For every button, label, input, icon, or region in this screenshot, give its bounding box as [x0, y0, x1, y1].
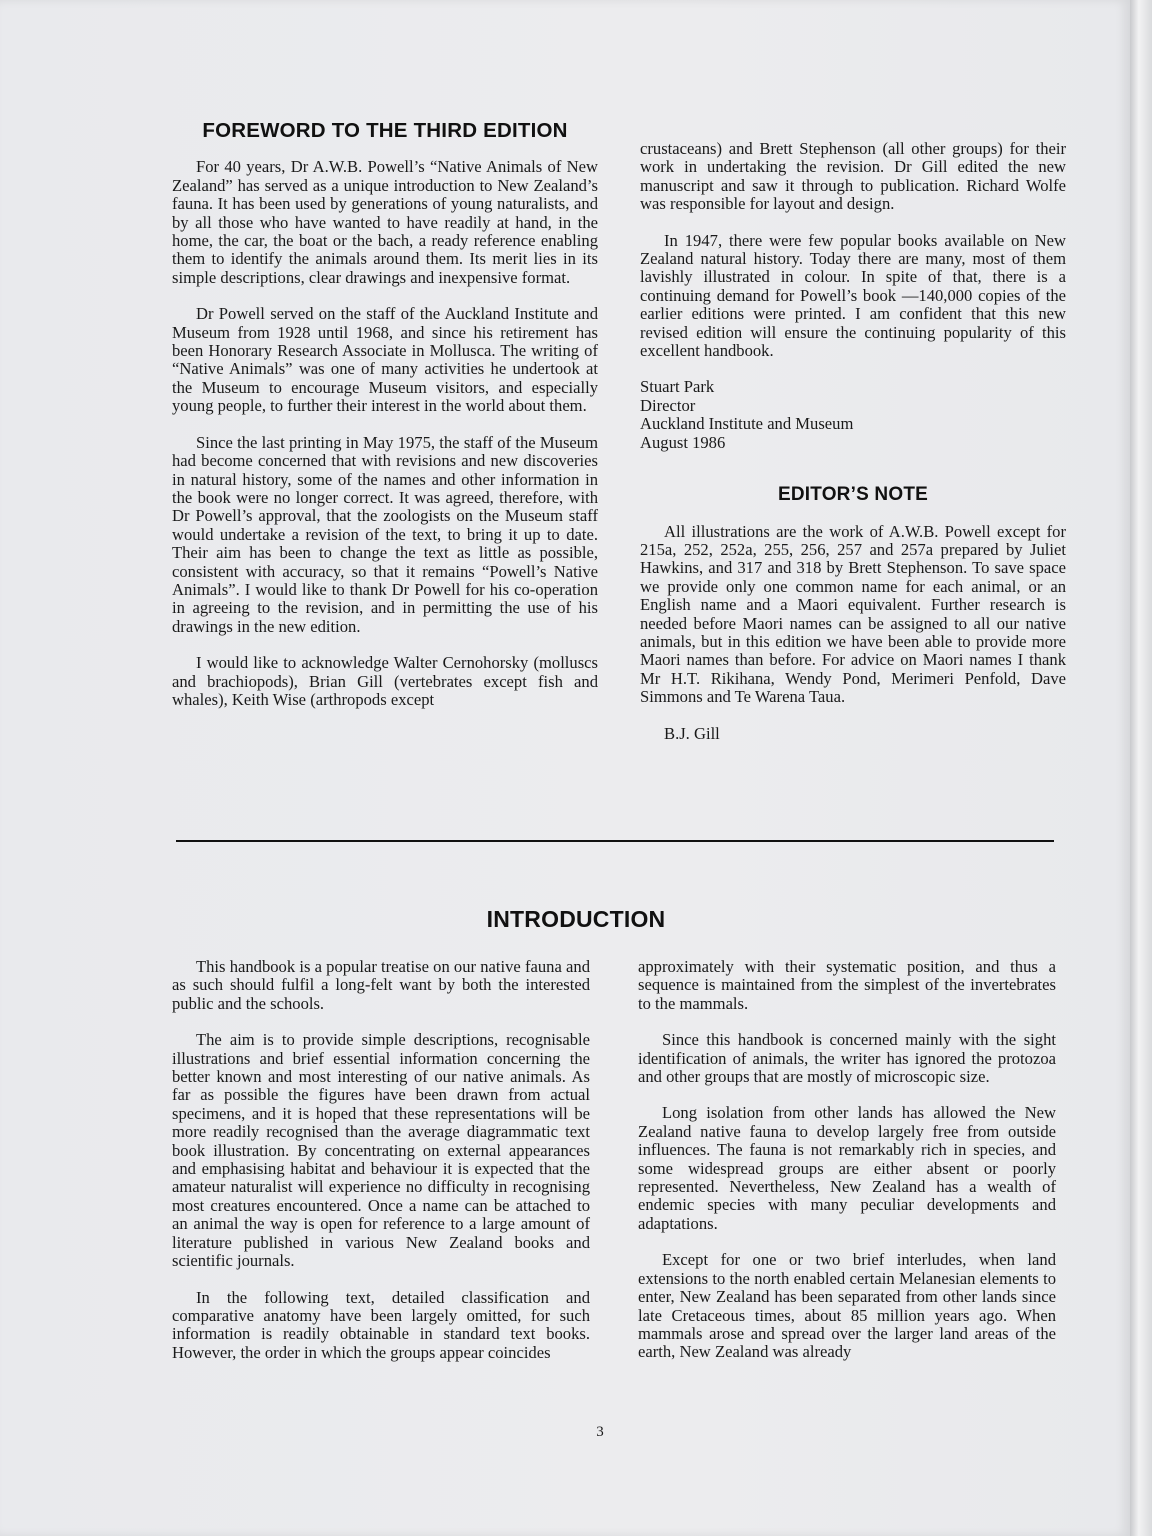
signature-org: Auckland Institute and Museum	[640, 414, 854, 434]
introduction-paragraph: Since this handbook is concerned mainly with the sight identification of animals, the writer has ignored the protozoa and other groups that are mostly of microscopic size.	[638, 1030, 1056, 1087]
foreword-paragraph: I would like to acknowledge Walter Cernohorsky (molluscs and brachiopods), Brian Gill (vertebrates except fish and whales), Keith Wise (arthropods except	[172, 653, 598, 709]
foreword-title: FOREWORD TO THE THIRD EDITION	[202, 119, 568, 142]
editors-note-signature: B.J. Gill	[664, 723, 720, 743]
page-number: 3	[596, 1424, 604, 1440]
signature-date: August 1986	[640, 432, 726, 452]
introduction-paragraph: Except for one or two brief interludes, when land extensions to the north enabled certain Melanesian elements to enter, New Zealand has been separated from other lands since late Cretaceous times, about 85 million years ago. When mammals arose and spread over the larger land areas of the earth, New Zealand was already	[638, 1250, 1056, 1362]
foreword-paragraph: In 1947, there were few popular books available on New Zealand natural history. Today there are many, most of them lavishly illustrated in colour. In spite of that, there is a continuing demand for Powell’s book —140,000 copies of the earlier editions were printed. I am confident that this new revised edition will ensure the continuing popularity of this excellent handbook.	[640, 230, 1066, 361]
foreword-column-left	[172, 119, 598, 727]
section-divider	[176, 840, 1054, 842]
introduction-column-right	[638, 958, 1056, 1380]
editors-note-title: EDITOR’S NOTE	[777, 484, 929, 506]
introduction-paragraph: The aim is to provide simple descriptions, recognisable illustrations and brief essential information concerning the better known and most interesting of our native animals. As far as possible the figures have been drawn from actual specimens, and it is hoped that these representations will be more readily recognised than the average diagrammatic text book illustration. By concentrating on external appearances and emphasising habitat and behaviour it is expected that the amateur naturalist will experience no difficulty in recognising most creatures encountered. Once a name can be attached to an animal the way is open for reference to a large amount of literature published in various New Zealand books and scientific journals.	[172, 1030, 590, 1271]
signature-role: Director	[640, 395, 696, 415]
signature-name: Stuart Park	[640, 377, 715, 397]
foreword-paragraph: For 40 years, Dr A.W.B. Powell’s “Native Animals of New Zealand” has served as a unique introduction to New Zealand’s fauna. It has been used by generations of young naturalists, and by all those who have wanted to have readily at hand, in the home, the car, the boat or the bach, a ready reference enabling them to identify the animals around them. Its merit lies in its simple descriptions, clear drawings and inexpensive format.	[172, 157, 598, 287]
introduction-paragraph: Long isolation from other lands has allowed the New Zealand native fauna to develop largely free from outside influences. The fauna is not remarkably rich in species, and some widespread groups are either absent or poorly represented. Nevertheless, New Zealand has a wealth of endemic species with many peculiar developments and adaptations.	[638, 1103, 1056, 1233]
introduction-paragraph: In the following text, detailed classification and comparative anatomy have been largely omitted, for such information is readily obtainable in standard text books. However, the order in which the groups appear coincides	[172, 1287, 590, 1362]
introduction-title: INTRODUCTION	[486, 906, 666, 932]
foreword-signature	[640, 378, 1066, 452]
foreword-paragraph: Since the last printing in May 1975, the staff of the Museum had become concerned that with revisions and new discoveries in natural history, some of the names and other information in the book were no longer correct. It was agreed, therefore, with Dr Powell’s approval, that the zoologists on the Museum staff would undertake a revision of the text, to bring it up to date. Their aim has been to change the text as little as possible, consistent with accuracy, so that it remains “Powell’s Native Animals”. I would like to thank Dr Powell for his co-operation in agreeing to the revision, and in permitting the use of his drawings in the new edition.	[172, 432, 598, 636]
page-edge	[1130, 0, 1152, 1536]
foreword-column-right	[640, 140, 1066, 761]
introduction-paragraph: approximately with their systematic position, and thus a sequence is maintained from the simplest of the invertebrates to the mammals.	[638, 957, 1056, 1013]
introduction-paragraph: This handbook is a popular treatise on our native fauna and as such should fulfil a long-felt want by both the interested public and the schools.	[172, 957, 590, 1013]
introduction-column-left	[172, 958, 590, 1380]
editors-note-paragraph: All illustrations are the work of A.W.B. Powell except for 215a, 252, 252a, 255, 256, 257 and 257a prepared by Juliet Hawkins, and 317 and 318 by Brett Stephenson. To save space we provide only one common name for each animal, or an English name and a Maori equivalent. Further research is needed before Maori names can be assigned to all our native animals, but in this edition we have been able to provide more Maori names than before. For advice on Maori names I thank Mr H.T. Rikihana, Wendy Pond, Merimeri Penfold, Dave Simmons and Te Warena Taua.	[640, 521, 1066, 707]
foreword-paragraph: crustaceans) and Brett Stephenson (all other groups) for their work in undertaking the revision. Dr Gill edited the new manuscript and saw it through to publication. Richard Wolfe was responsible for layout and design.	[640, 139, 1066, 214]
foreword-paragraph: Dr Powell served on the staff of the Auckland Institute and Museum from 1928 until 1968, and since his retirement has been Honorary Research Associate in Mollusca. The writing of “Native Animals” was one of many activities he undertook at the Museum to encourage Museum visitors, and especially young people, to further their interest in the world about them.	[172, 304, 598, 416]
